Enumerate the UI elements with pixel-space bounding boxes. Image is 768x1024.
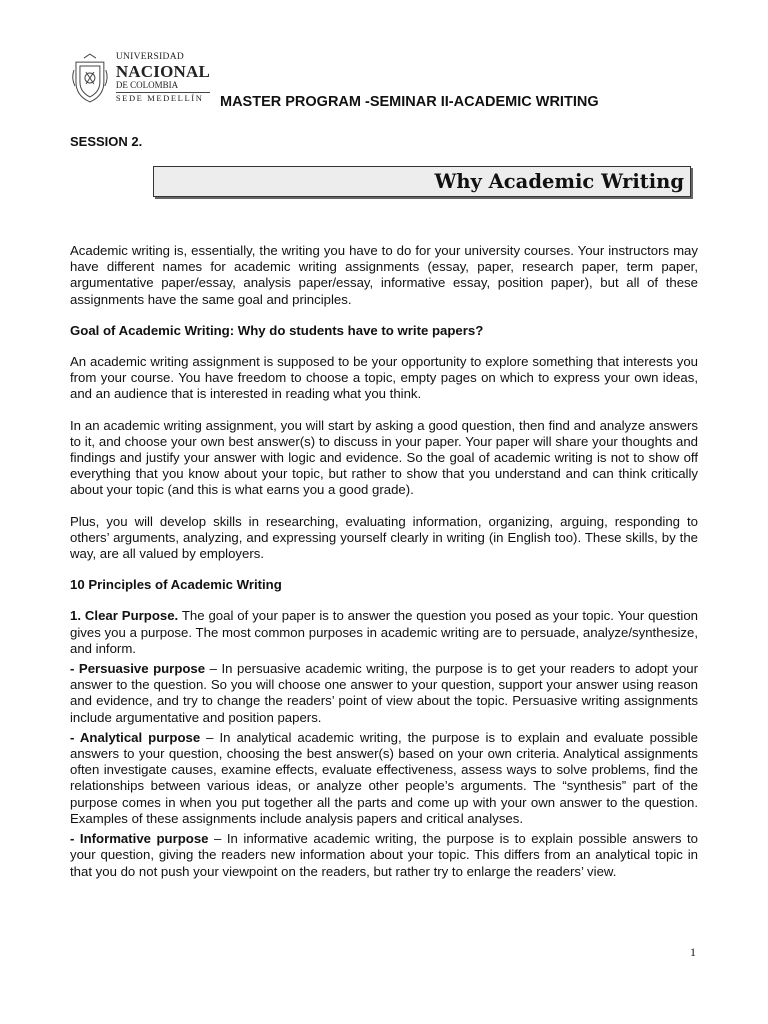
informative-label: - Informative purpose	[70, 831, 209, 847]
analytical-label: - Analytical purpose	[70, 729, 201, 745]
logo-line-3: DE COLOMBIA	[115, 80, 179, 90]
principle-1-label: 1. Clear Purpose.	[70, 608, 179, 624]
persuasive-label: - Persuasive purpose	[70, 661, 206, 677]
title-box	[153, 166, 691, 197]
analytical-text: – In analytical academic writing, the purpose is to explain and evaluate possible answers to your question, choosing the best answer(s) based on your own criteria. Analytical assignments often investigate causes, examine effects, evaluate effectiveness, assess ways to solve problems, find the relationships between various ideas, or analyze other people’s arguments. The “synthesis” part of the purpose comes in when you put together all the parts and come up with your own answer to the question. Examples of these assignments include analysis papers and critical analyses.	[70, 729, 698, 826]
principle-1	[70, 608, 698, 657]
university-seal-icon	[70, 52, 110, 104]
university-logo	[70, 50, 210, 105]
persuasive-text: – In persuasive academic writing, the purpose is to get your readers to adopt your answer to the question. So you will choose one answer to your question, support your answer using reason and evidence, and try to change the readers’ point of view about the topic. Persuasive writing assignments include argumentative and position papers.	[70, 661, 699, 725]
analytical-purpose	[70, 730, 698, 827]
logo-line-4: SEDE MEDELLÍN	[116, 92, 210, 103]
goal-paragraph-2: In an academic writing assignment, you will start by asking a good question, then find and analyze answers to it, and choose your own best answer(s) to discuss in your paper. Your paper will share your thoughts and findings and justify your answer with logic and evidence. So the goal of academic writing is not to show off everything that you know about your topic, but rather to show that you understand and can think critically about your topic (and this is what earns you a good grade).	[70, 417, 698, 498]
session-label: SESSION 2.	[70, 134, 143, 149]
document-body	[70, 243, 698, 880]
logo-line-1: UNIVERSIDAD	[115, 51, 185, 62]
persuasive-purpose	[70, 661, 698, 726]
principle-1-text: The goal of your paper is to answer the question you posed as your topic. Your question gives you a purpose. The most common purposes in academic writing are to persuade, analyze/synthesize, and inform.	[70, 608, 698, 656]
goal-paragraph-3: Plus, you will develop skills in researching, evaluating information, organizing, arguing, responding to others’ arguments, analyzing, and expressing yourself clearly in writing (in English too). These skills, by the way, are all valued by employers.	[70, 513, 698, 562]
logo-line-2: NACIONAL	[115, 62, 210, 81]
intro-paragraph: Academic writing is, essentially, the writing you have to do for your university courses. Your instructors may have different names for academic writing assignments (essay, paper, research paper, term paper, argumentative paper/essay, analysis paper/essay, informative essay, position paper), but all of these assignments have the same goal and principles.	[70, 243, 698, 307]
document-title: Why Academic Writing	[434, 170, 684, 193]
goal-paragraph-1: An academic writing assignment is supposed to be your opportunity to explore something that interests you from your course. You have freedom to choose a topic, empty pages on which to express your own ideas, and an audience that is interested in reading what you think.	[70, 354, 698, 402]
page-number: 1	[690, 945, 696, 959]
goal-heading: Goal of Academic Writing: Why do students have to write papers?	[70, 322, 484, 338]
informative-purpose	[70, 831, 698, 880]
principles-heading: 10 Principles of Academic Writing	[70, 577, 282, 593]
program-title: MASTER PROGRAM -SEMINAR II-ACADEMIC WRITING	[220, 94, 599, 110]
informative-text: – In informative academic writing, the purpose is to explain possible answers to your question, giving the readers new information about your topic. This differs from an analytical topic in that you do not push your viewpoint on the readers, but rather try to enlarge the readers’ view.	[70, 831, 698, 879]
